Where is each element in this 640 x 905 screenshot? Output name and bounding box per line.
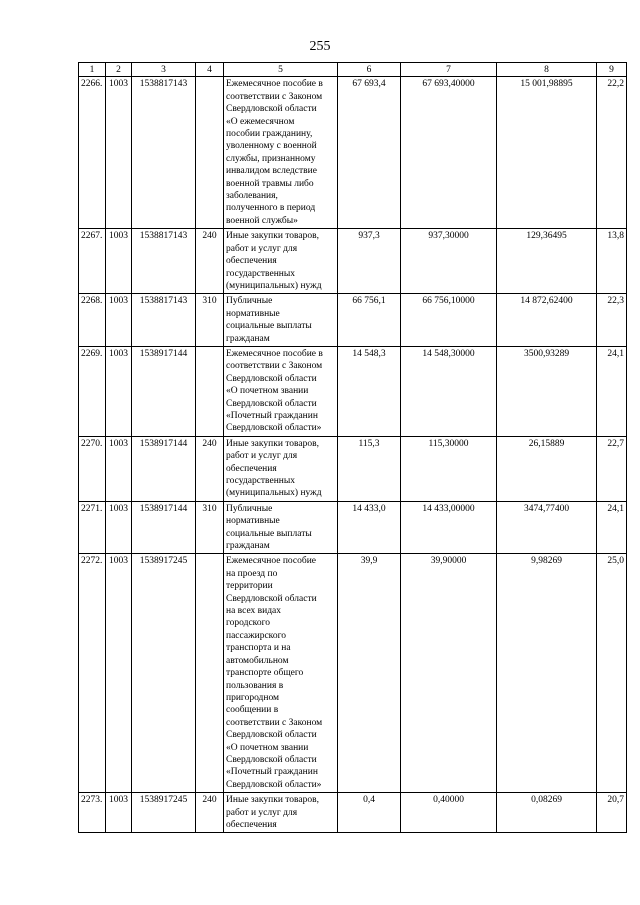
expense-type — [196, 554, 224, 793]
item-name: Иные закупки товаров, работ и услуг для обеспечения государственных (муниципальных) нужд — [224, 436, 338, 501]
table-row — [79, 554, 627, 793]
target-code: 1538817143 — [132, 229, 196, 294]
row-number: 2267. — [79, 229, 106, 294]
value-col7: 14 548,30000 — [401, 346, 497, 436]
table-row — [79, 229, 627, 294]
target-code: 1538917144 — [132, 501, 196, 554]
percent-col9: 22,2 — [597, 77, 627, 229]
expense-type — [196, 77, 224, 229]
expense-type: 240 — [196, 436, 224, 501]
table-row — [79, 793, 627, 833]
value-col8: 0,08269 — [497, 793, 597, 833]
section-code: 1003 — [106, 436, 132, 501]
expense-type: 310 — [196, 501, 224, 554]
page-number: 255 — [309, 39, 331, 54]
table-row — [79, 346, 627, 436]
percent-col9: 13,8 — [597, 229, 627, 294]
value-col6: 115,3 — [338, 436, 401, 501]
expense-type: 240 — [196, 229, 224, 294]
value-col6: 67 693,4 — [338, 77, 401, 229]
table-row — [79, 436, 627, 501]
value-col6: 14 548,3 — [338, 346, 401, 436]
value-col6: 0,4 — [338, 793, 401, 833]
item-name: Ежемесячное пособие в соответствии с Законом Свердловской области «О почетном звании Свердловской области «Почетный гражданин Свердловской области» — [224, 346, 338, 436]
value-col6: 14 433,0 — [338, 501, 401, 554]
col-header-4: 4 — [196, 63, 224, 77]
row-number: 2271. — [79, 501, 106, 554]
budget-table — [78, 62, 627, 833]
col-header-8: 8 — [497, 63, 597, 77]
value-col8: 14 872,62400 — [497, 294, 597, 347]
expense-type: 310 — [196, 294, 224, 347]
row-number: 2270. — [79, 436, 106, 501]
expense-type — [196, 346, 224, 436]
col-header-5: 5 — [224, 63, 338, 77]
col-header-6: 6 — [338, 63, 401, 77]
value-col6: 39,9 — [338, 554, 401, 793]
value-col7: 14 433,00000 — [401, 501, 497, 554]
value-col6: 66 756,1 — [338, 294, 401, 347]
table-row — [79, 77, 627, 229]
target-code: 1538817143 — [132, 77, 196, 229]
value-col8: 9,98269 — [497, 554, 597, 793]
row-number: 2268. — [79, 294, 106, 347]
expense-type: 240 — [196, 793, 224, 833]
value-col7: 66 756,10000 — [401, 294, 497, 347]
section-code: 1003 — [106, 294, 132, 347]
value-col7: 937,30000 — [401, 229, 497, 294]
percent-col9: 24,1 — [597, 501, 627, 554]
section-code: 1003 — [106, 501, 132, 554]
value-col8: 3474,77400 — [497, 501, 597, 554]
value-col8: 129,36495 — [497, 229, 597, 294]
value-col7: 67 693,40000 — [401, 77, 497, 229]
table-row — [79, 501, 627, 554]
value-col7: 0,40000 — [401, 793, 497, 833]
value-col8: 15 001,98895 — [497, 77, 597, 229]
item-name: Публичные нормативные социальные выплаты гражданам — [224, 501, 338, 554]
target-code: 1538917245 — [132, 793, 196, 833]
col-header-1: 1 — [79, 63, 106, 77]
percent-col9: 24,1 — [597, 346, 627, 436]
section-code: 1003 — [106, 793, 132, 833]
header-row — [79, 63, 627, 77]
item-name: Ежемесячное пособие в соответствии с Законом Свердловской области «О ежемесячном пособии гражданину, уволенному с военной службы, признанному инвалидом вследствие военной травмы либо заболевания, полученного в период военной службы» — [224, 77, 338, 229]
col-header-2: 2 — [106, 63, 132, 77]
item-name: Публичные нормативные социальные выплаты гражданам — [224, 294, 338, 347]
target-code: 1538917245 — [132, 554, 196, 793]
target-code: 1538817143 — [132, 294, 196, 347]
row-number: 2273. — [79, 793, 106, 833]
value-col7: 115,30000 — [401, 436, 497, 501]
col-header-3: 3 — [132, 63, 196, 77]
percent-col9: 20,7 — [597, 793, 627, 833]
percent-col9: 25,0 — [597, 554, 627, 793]
row-number: 2269. — [79, 346, 106, 436]
table-row — [79, 294, 627, 347]
item-name: Ежемесячное пособие на проезд по территории Свердловской области на всех видах городского пассажирского транспорта и на автомобильном транспорте общего пользования в пригородном сообщении в соответствии с Законом Свердловской области «О почетном звании Свердловской области «Почетный гражданин Свердловской области» — [224, 554, 338, 793]
section-code: 1003 — [106, 77, 132, 229]
row-number: 2266. — [79, 77, 106, 229]
value-col8: 3500,93289 — [497, 346, 597, 436]
section-code: 1003 — [106, 554, 132, 793]
col-header-9: 9 — [597, 63, 627, 77]
section-code: 1003 — [106, 346, 132, 436]
value-col8: 26,15889 — [497, 436, 597, 501]
target-code: 1538917144 — [132, 436, 196, 501]
section-code: 1003 — [106, 229, 132, 294]
value-col7: 39,90000 — [401, 554, 497, 793]
col-header-7: 7 — [401, 63, 497, 77]
value-col6: 937,3 — [338, 229, 401, 294]
percent-col9: 22,7 — [597, 436, 627, 501]
item-name: Иные закупки товаров, работ и услуг для обеспечения — [224, 793, 338, 833]
row-number: 2272. — [79, 554, 106, 793]
item-name: Иные закупки товаров, работ и услуг для обеспечения государственных (муниципальных) нужд — [224, 229, 338, 294]
target-code: 1538917144 — [132, 346, 196, 436]
percent-col9: 22,3 — [597, 294, 627, 347]
